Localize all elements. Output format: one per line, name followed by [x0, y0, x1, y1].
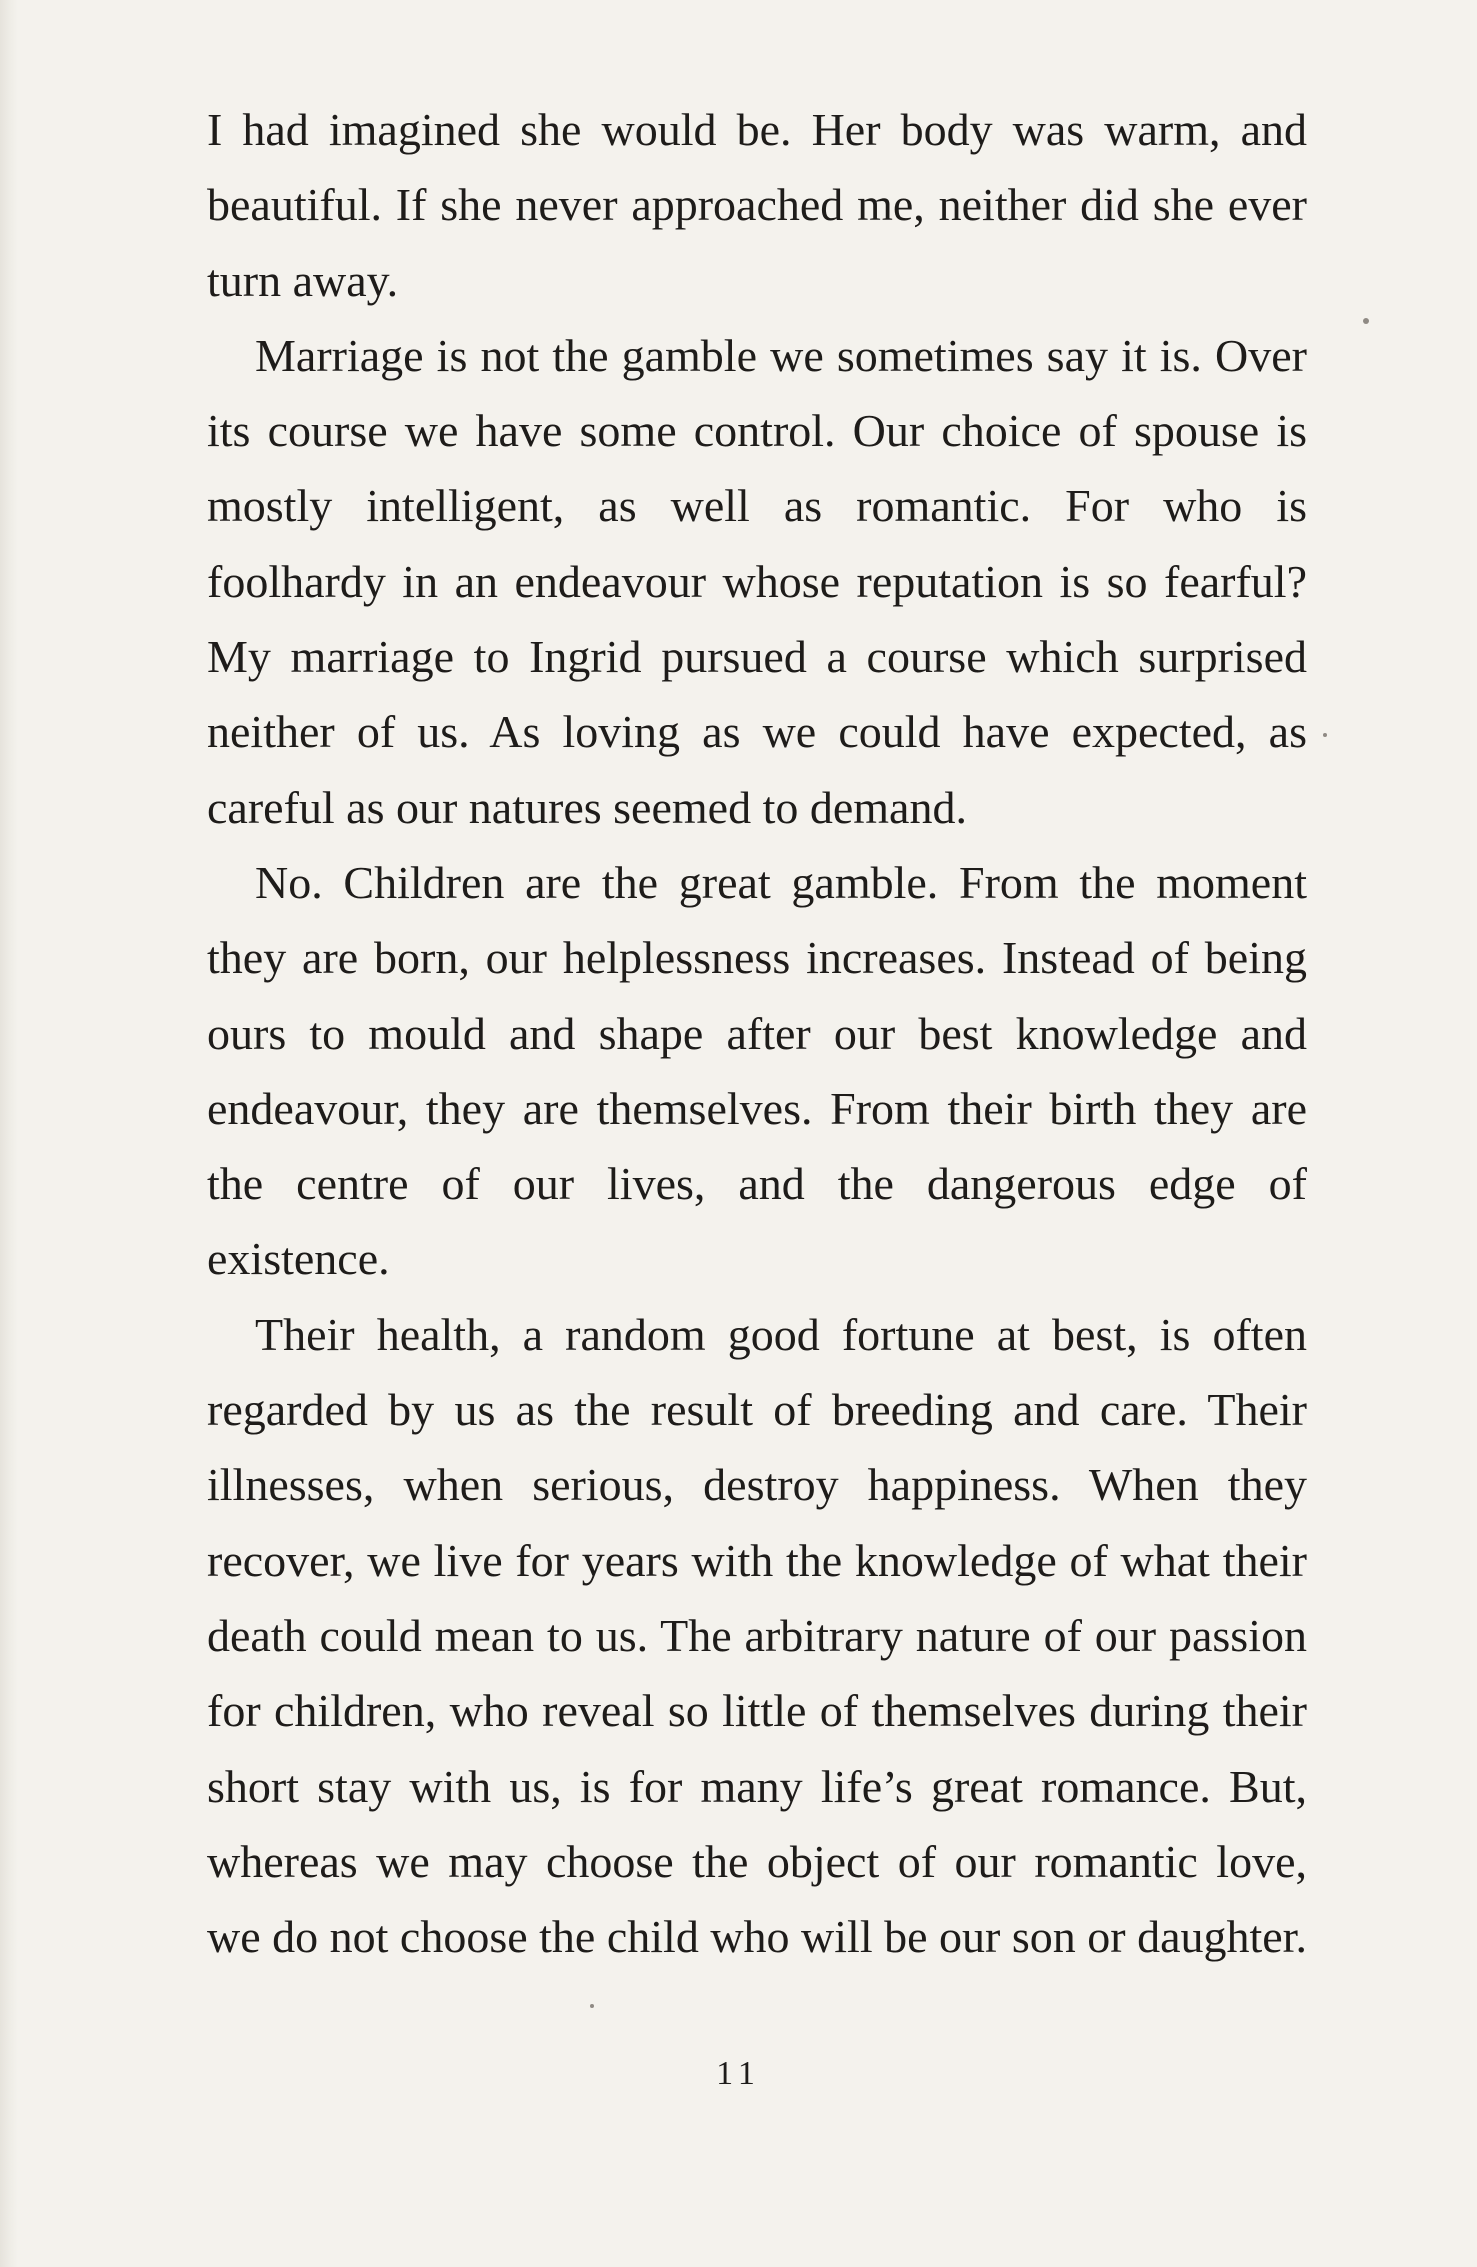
page-gutter-shadow [0, 0, 18, 2267]
paper-speck [1323, 733, 1327, 737]
body-text [207, 92, 1307, 1974]
paper-speck [590, 2004, 594, 2008]
paragraph: I had imagined she would be. Her body was warm, and beautiful. If she never approached me, neither did she ever turn away. [207, 104, 1307, 306]
paragraph: No. Children are the great gamble. From the moment they are born, our helplessness increases. Instead of being ours to mould and shape after our best knowledge and endeavour, they are themselves. From their birth they are the centre of our lives, and the dangerous edge of existence. [207, 856, 1307, 1285]
paragraph: Marriage is not the gamble we sometimes say it is. Over its course we have some control. Our choice of spouse is mostly intelligent, as well as romantic. For who is foolhardy in an endeavour whose reputation is so fearful? My marriage to Ingrid pursued a course which surprised neither of us. As loving as we could have expected, as careful as our natures seemed to demand. [207, 329, 1307, 833]
paper-speck [1363, 318, 1369, 324]
paragraph: Their health, a random good fortune at best, is often regarded by us as the result of breeding and care. Their illnesses, when serious, destroy happiness. When they recover, we live for years with the knowledge of what their death could mean to us. The arbitrary nature of our passion for children, who reveal so little of themselves during their short stay with us, is for many life’s great romance. But, whereas we may choose the object of our romantic love, we do not choose the child who will be our son or daughter. [207, 1308, 1307, 1963]
page-number: 11 [716, 2055, 761, 2092]
